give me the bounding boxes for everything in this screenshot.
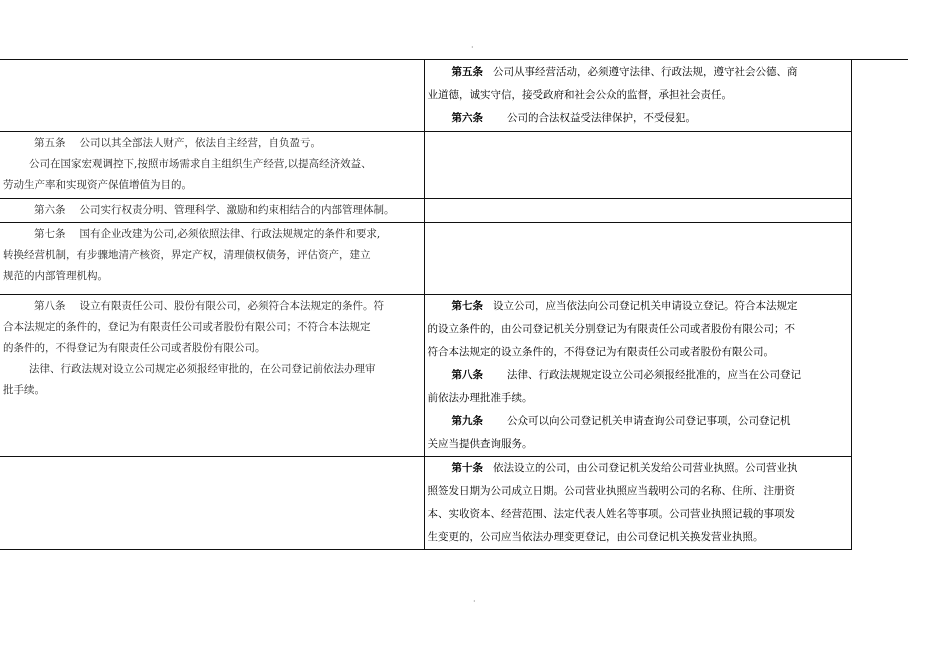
article-line: 第五条 公司从事经营活动，必须遵守法律、行政法规，遵守社会公德、商 <box>451 66 798 78</box>
article-number: 第八条 <box>34 299 66 312</box>
left-cell <box>0 456 424 549</box>
article-line: 劳动生产率和实现资产保值增值为目的。 <box>3 178 192 191</box>
article-line: 批手续。 <box>3 383 45 396</box>
left-cell <box>0 294 424 456</box>
article-number: 第九条 <box>451 414 483 427</box>
article-line: 第十条 依法设立的公司，由公司登记机关发给公司营业执照。公司营业执 <box>451 461 798 474</box>
article-line: 第六条 公司实行权责分明、管理科学、激励和约束相结合的内部管理体制。 <box>34 203 395 216</box>
article-number: 第七条 <box>34 227 66 240</box>
article-line: 第八条 法律、行政法规规定设立公司必须报经批准的，应当在公司登记 <box>451 368 801 381</box>
article-number: 第五条 <box>451 66 483 78</box>
article-line: 的条件的，不得登记为有限责任公司或者股份有限公司。 <box>3 341 266 354</box>
article-line: 规范的内部管理机构。 <box>3 269 108 282</box>
article-line: 第八条 设立有限责任公司、股份有限公司，必须符合本法规定的条件。符 <box>34 299 384 312</box>
right-cell <box>424 456 851 549</box>
comparison-table <box>0 60 852 550</box>
article-line: 公司在国家宏观调控下,按照市场需求自主组织生产经营,以提高经济效益、 <box>29 157 372 170</box>
left-cell <box>0 131 424 198</box>
article-number: 第十条 <box>451 461 483 474</box>
article-line: 前依法办理批准手续。 <box>427 391 533 404</box>
table-row <box>0 222 851 294</box>
article-line: 第五条 公司以其全部法人财产，依法自主经营，自负盈亏。 <box>34 136 321 149</box>
table-row <box>0 60 851 131</box>
article-line: 本、实收资本、经营范围、法定代表人姓名等事项。公司营业执照记载的事项发 <box>427 507 795 520</box>
left-cell <box>0 198 424 222</box>
article-number: 第五条 <box>34 136 66 149</box>
left-cell <box>0 60 424 131</box>
article-line: 照签发日期为公司成立日期。公司营业执照应当载明公司的名称、住所、注册资 <box>427 484 795 497</box>
article-number: 第六条 <box>34 203 66 216</box>
table-row <box>0 456 851 549</box>
article-line: 生变更的，公司应当依法办理变更登记，由公司登记机关换发营业执照。 <box>427 530 764 543</box>
article-line: 第七条 国有企业改建为公司,必须依照法律、行政法规规定的条件和要求, <box>34 227 381 240</box>
article-line: 法律、行政法规对设立公司规定必须报经审批的，在公司登记前依法办理审 <box>29 362 376 375</box>
article-line: 关应当提供查询服务。 <box>427 437 533 450</box>
right-cell <box>424 60 851 131</box>
footer-dot: · <box>473 597 476 606</box>
table-row <box>0 198 851 222</box>
table-row <box>0 131 851 198</box>
article-line: 符合本法规定的设立条件的，不得登记为有限责任公司或者股份有限公司。 <box>427 345 774 358</box>
right-cell <box>424 294 851 456</box>
article-line: 第九条 公众可以向公司登记机关申请查询公司登记事项，公司登记机 <box>451 414 791 427</box>
right-cell <box>424 131 851 198</box>
article-line: 的设立条件的，由公司登记机关分别登记为有限责任公司或者股份有限公司；不 <box>427 322 795 335</box>
header-dot: · <box>471 43 474 52</box>
table-row <box>0 294 851 456</box>
left-cell <box>0 222 424 294</box>
article-line: 第七条 设立公司，应当依法向公司登记机关申请设立登记。符合本法规定 <box>451 299 798 312</box>
article-number: 第八条 <box>451 368 483 381</box>
right-cell <box>424 198 851 222</box>
article-number: 第七条 <box>451 299 483 312</box>
article-number: 第六条 <box>451 112 483 124</box>
article-line: 业道德，诚实守信，接受政府和社会公众的监督，承担社会责任。 <box>427 89 732 101</box>
article-line: 第六条 公司的合法权益受法律保护，不受侵犯。 <box>451 112 696 124</box>
article-line: 合本法规定的条件的，登记为有限责任公司或者股份有限公司；不符合本法规定 <box>3 320 371 333</box>
article-line: 转换经营机制，有步骤地清产核资，界定产权，清理债权债务，评估资产，建立 <box>3 248 371 261</box>
right-cell <box>424 222 851 294</box>
